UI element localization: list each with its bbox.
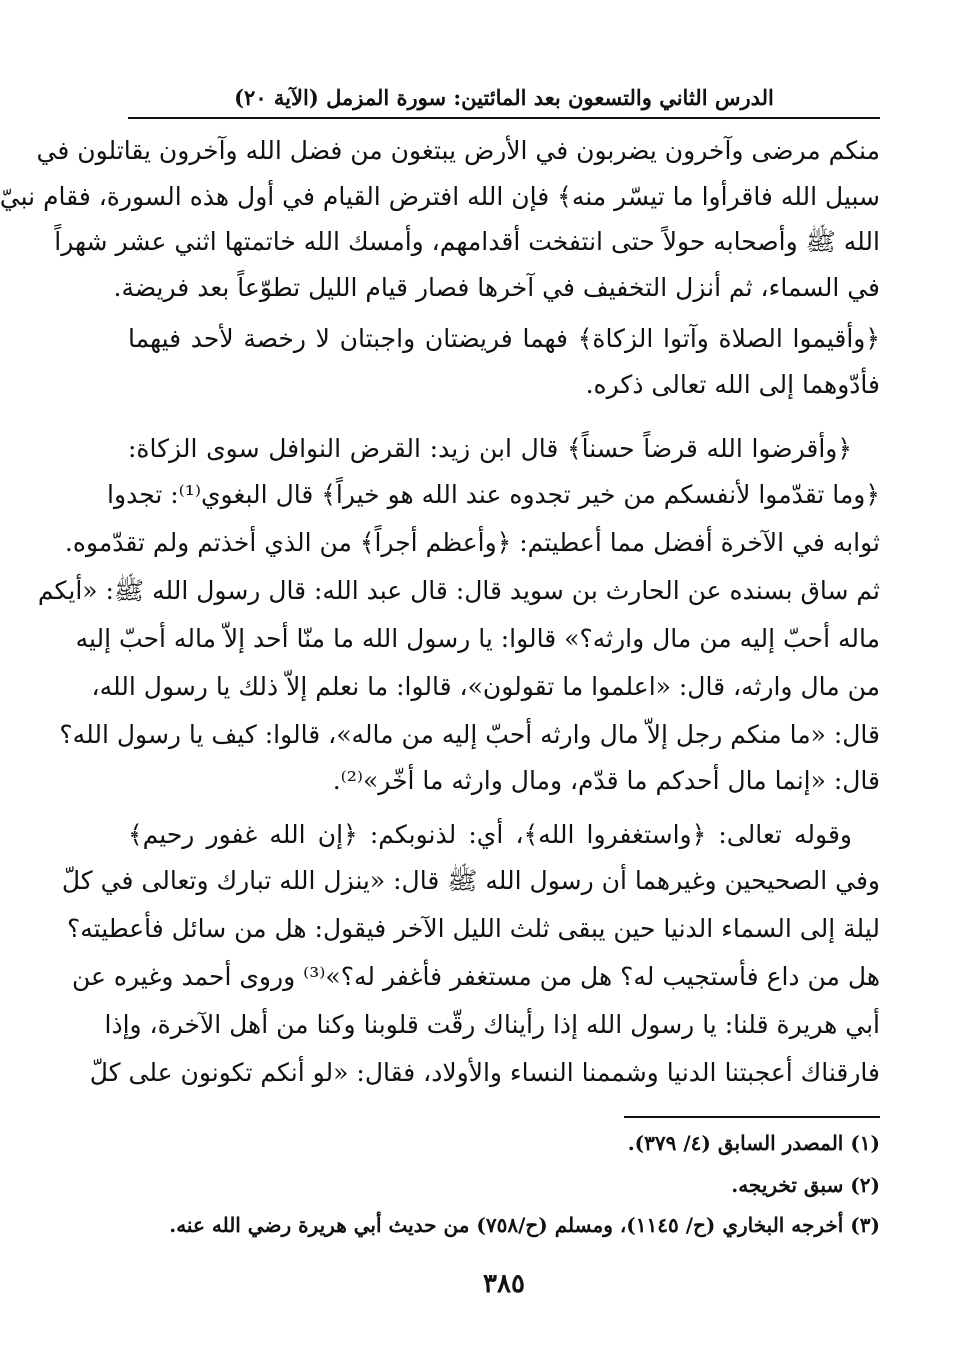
body-line: هل من داع فأستجيب له؟ هل من مستغفر فأغفر له؟»⁽³⁾ وروى أحمد وغيره عن — [72, 962, 880, 991]
body-line: وقوله تعالى: ﴿واستغفروا الله﴾، أي: لذنوبكم: ﴿إن الله غفور رحيم﴾ — [128, 820, 852, 849]
body-line: فارقناك أعجبتنا الدنيا وشممنا النساء والأولاد، فقال: «لو أنكم تكونون على كلّ — [89, 1058, 880, 1087]
body-line: ثوابه في الآخرة أفضل مما أعطيتم: ﴿وأعظم أجراً﴾ من الذي أخذتم ولم تقدّموه. — [64, 528, 880, 557]
body-line: ليلة إلى السماء الدنيا حين يبقى ثلث الليل الآخر فيقول: هل من سائل فأعطيته؟ — [66, 914, 880, 943]
footnote-rule — [624, 1116, 880, 1118]
body-line: قال: «ما منكم رجل إلاّ مال وارثه أحبّ إليه من ماله»، قالوا: كيف يا رسول الله؟ — [59, 720, 880, 749]
footnote: (٢) سبق تخريجه. — [731, 1173, 880, 1197]
body-line: ﴿وأقرضوا الله قرضاً حسناً﴾ قال ابن زيد: القرض النوافل سوى الزكاة: — [128, 434, 852, 463]
body-line: في السماء، ثم أنزل التخفيف في آخرها فصار قيام الليل تطوّعاً بعد فريضة. — [113, 273, 880, 302]
body-line: أبي هريرة قلنا: يا رسول الله إذا رأيناك رقّت قلوبنا وكنا من أهل الآخرة، وإذا — [104, 1010, 880, 1039]
body-line: وفي الصحيحين وغيرهما أن رسول الله ﷺ قال: «ينزل الله تبارك وتعالى في كلّ — [61, 866, 880, 895]
footnote: (٣) أخرجه البخاري (ح/ ١١٤٥)، ومسلم (ح/٧٥٨) من حديث أبي هريرة رضي الله عنه. — [169, 1213, 880, 1237]
body-line: منكم مرضى وآخرون يضربون في الأرض يبتغون من فضل الله وآخرون يقاتلون في — [36, 136, 880, 165]
body-line: الله ﷺ وأصحابه حولاً حتى انتفخت أقدامهم، وأمسك الله خاتمتها اثني عشر شهراً — [54, 227, 880, 256]
header-rule — [128, 117, 880, 119]
body-line: ﴿وما تقدّموا لأنفسكم من خير تجدوه عند الله هو خيراً﴾ قال البغوي⁽¹⁾: تجدوا — [107, 480, 880, 509]
body-line: ماله أحبّ إليه من مال وارثه؟» قالوا: يا رسول الله ما منّا أحد إلاّ ماله أحبّ إليه — [75, 624, 880, 653]
body-line: ثم ساق بسنده عن الحارث بن سويد قال: قال عبد الله: قال رسول الله ﷺ: «أيكم — [37, 576, 880, 605]
body-line: فأدّوهما إلى الله تعالى ذكره. — [585, 370, 880, 399]
body-line: من مال وارثه، قال: «اعلموا ما تقولون»، قالوا: ما نعلم إلاّ ذلك يا رسول الله، — [91, 672, 880, 701]
body-line: ﴿وأقيموا الصلاة وآتوا الزكاة﴾ فهما فريضتان واجبتان لا رخصة لأحد فيهما — [128, 324, 880, 353]
body-line: قال: «إنما مال أحدكم ما قدّم، ومال وارثه ما أخّر»⁽²⁾. — [332, 766, 880, 795]
running-header: الدرس الثاني والتسعون بعد المائتين: سورة المزمل (الآية ٢٠) — [234, 85, 774, 110]
page-number: ٣٨٥ — [483, 1269, 525, 1299]
footnote: (١) المصدر السابق (٤/ ٣٧٩). — [627, 1131, 880, 1155]
body-line: سبيل الله فاقرأوا ما تيسّر منه﴾ فإن الله افترض القيام في أول هذه السورة، فقام نبيّ — [0, 182, 880, 211]
